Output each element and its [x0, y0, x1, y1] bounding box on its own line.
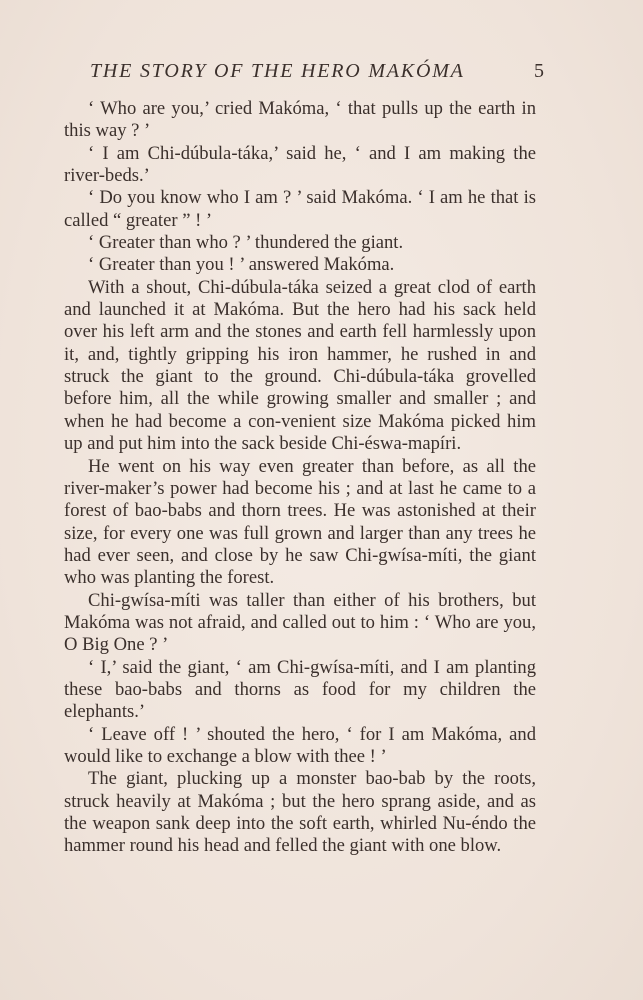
paragraph: ‘ Who are you,’ cried Makóma, ‘ that pulls up the earth in this way ? ’ [64, 98, 536, 142]
paragraph: With a shout, Chi-dúbula-táka seized a great clod of earth and launched it at Makóma. But the hero had his sack held over his left arm and the stones and earth fell harmlessly upon it, and, tightly gripping his iron hammer, he rushed in and struck the giant to the ground. Chi-dúbula-táka grovelled before him, all the while growing smaller and smaller ; and when he had become a con-venient size Makóma picked him up and put him into the sack beside Chi-éswa-mapíri. [64, 276, 536, 455]
page-number: 5 [534, 60, 544, 82]
paragraph: ‘ Do you know who I am ? ’ said Makóma. ‘ I am he that is called “ greater ” ! ’ [64, 187, 536, 231]
paragraph: The giant, plucking up a monster bao-bab by the roots, struck heavily at Makóma ; but the hero sprang aside, and as the weapon sank deep into the soft earth, whirled Nu-éndo the hammer round his head and felled the giant with one blow. [64, 768, 536, 857]
running-title: THE STORY OF THE HERO MAKÓMA [90, 60, 465, 82]
running-header [64, 58, 544, 88]
paragraph: ‘ Greater than who ? ’ thundered the giant. [88, 232, 404, 254]
paragraph: ‘ Leave off ! ’ shouted the hero, ‘ for I am Makóma, and would like to exchange a blow with thee ! ’ [64, 723, 536, 767]
paragraph: ‘ Greater than you ! ’ answered Makóma. [88, 254, 395, 276]
paragraph: ‘ I,’ said the giant, ‘ am Chi-gwísa-míti, and I am planting these bao-babs and thorns as food for my children the elephants.’ [64, 656, 536, 723]
paragraph: ‘ I am Chi-dúbula-táka,’ said he, ‘ and I am making the river-beds.’ [64, 142, 536, 187]
paragraph: Chi-gwísa-míti was taller than either of his brothers, but Makóma was not afraid, and called out to him : ‘ Who are you, O Big One ? ’ [64, 589, 536, 656]
paragraph: He went on his way even greater than before, as all the river-maker’s power had become his ; and at last he came to a forest of bao-babs and thorn trees. He was astonished at their size, for every one was full grown and larger than any trees he had ever seen, and close by he saw Chi-gwísa-míti, the giant who was planting the forest. [64, 455, 536, 589]
body-text [64, 98, 536, 858]
